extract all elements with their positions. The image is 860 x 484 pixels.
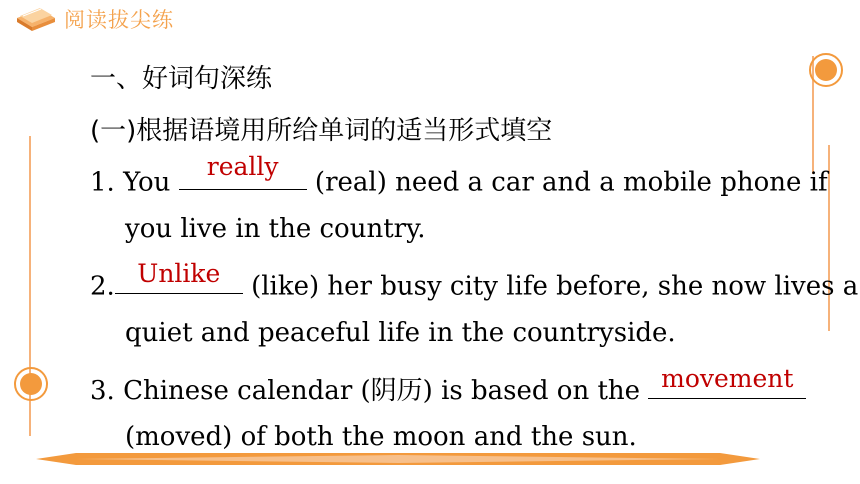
answer-blank: [648, 363, 806, 399]
section-heading: 一、好词句深练: [90, 64, 273, 94]
question-text-after: (like) her busy city life before, she now lives a: [251, 271, 859, 302]
question-1: [90, 152, 828, 198]
question-text-before-end: ) is based on the: [422, 376, 641, 406]
answer-blank: [179, 152, 307, 190]
bottom-decor-bar: [36, 452, 760, 466]
question-text-after: (real) need a car and a mobile phone if: [314, 167, 828, 198]
question-3-continuation: (moved) of both the moon and the sun.: [125, 422, 637, 452]
answer-blank: [115, 259, 243, 294]
question-text-cn: 阴历: [370, 376, 423, 406]
question-number: 3.: [90, 376, 115, 406]
answer-text: Unlike: [137, 259, 221, 288]
page-title: 阅读拔尖练: [64, 8, 174, 32]
answer-text: really: [206, 152, 279, 181]
section-subheading: [90, 110, 552, 147]
question-number: 1.: [90, 167, 115, 198]
question-text-before: You: [123, 167, 171, 198]
question-2-continuation: quiet and peaceful life in the countryside.: [125, 318, 676, 348]
question-3: [90, 363, 806, 407]
question-2: [90, 259, 859, 302]
answer-text: movement: [661, 363, 794, 393]
question-number: 2.: [90, 271, 115, 302]
question-text-before: Chinese calendar (: [123, 376, 371, 406]
right-decor-line-bottom: [828, 145, 830, 331]
right-decor-circle: [815, 59, 837, 81]
book-stack-icon: [14, 4, 58, 34]
question-1-continuation: you live in the country.: [125, 214, 426, 244]
subheading-text: (一)根据语境用所给单词的适当形式填空: [90, 116, 553, 146]
left-decor-circle: [20, 373, 42, 395]
